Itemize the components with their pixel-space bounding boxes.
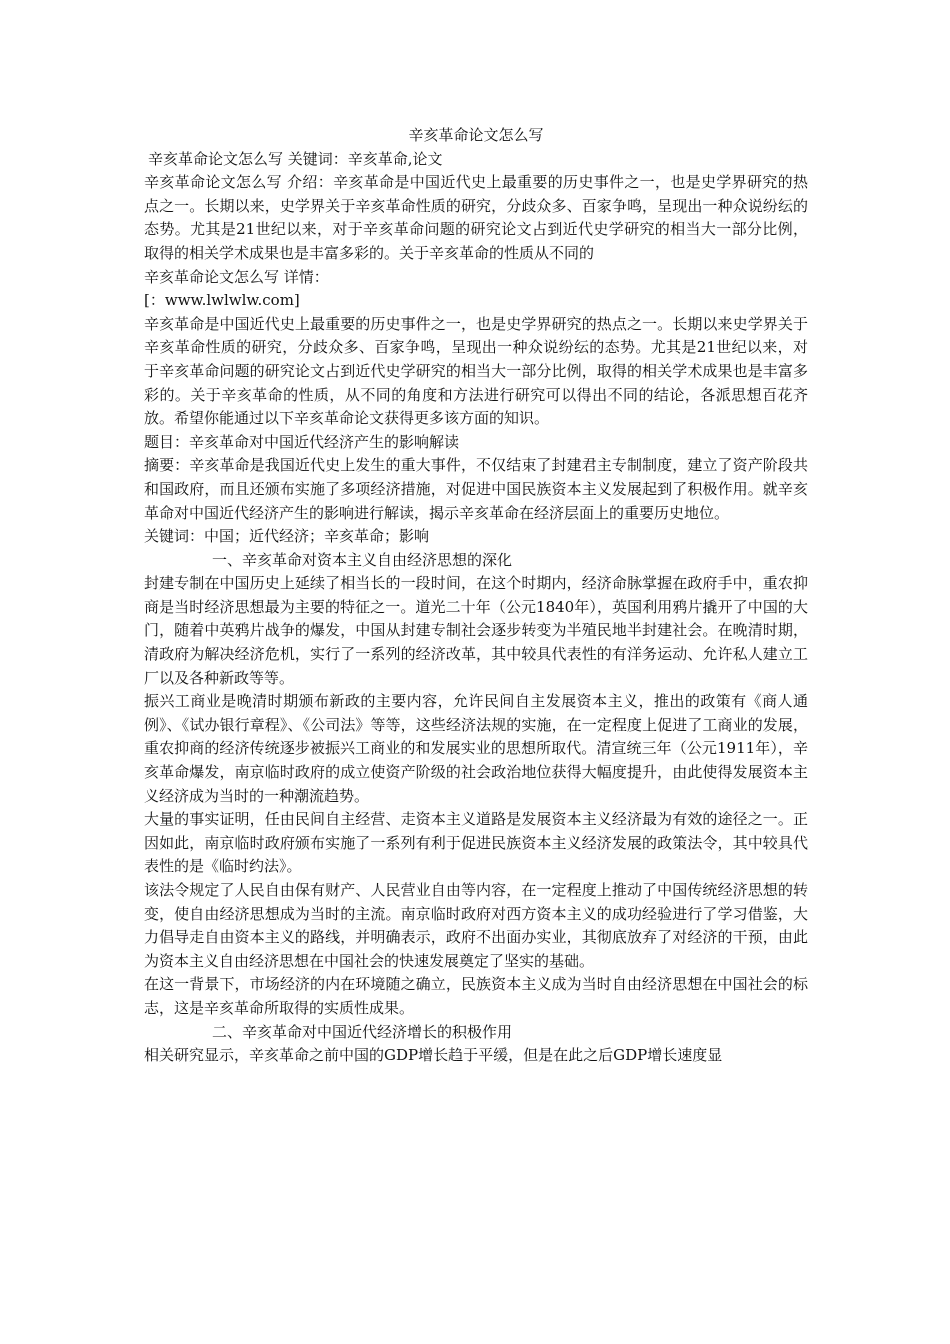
intro-paragraph: 辛亥革命论文怎么写 介绍：辛亥革命是中国近代史上最重要的历史事件之一，也是史学界研究的热点之一。长期以来，史学界关于辛亥革命性质的研究，分歧众多、百家争鸣，呈现出一种众说纷纭的态势。尤其是21世纪以来，对于辛亥革命问题的研究论文占到近代史学研究的相当大一部分比例，取得的相关学术成果也是丰富多彩的。关于辛亥革命的性质从不同的	[144, 173, 808, 262]
abstract-paragraph: 摘要：辛亥革命是我国近代史上发生的重大事件，不仅结束了封建君主专制制度，建立了资产阶段共和国政府，而且还颁布实施了多项经济措施，对促进中国民族资本主义发展起到了积极作用。就辛亥革命对中国近代经济产生的影响进行解读，揭示辛亥革命在经济层面上的重要历史地位。	[144, 456, 808, 522]
keywords-paragraph: 关键词：中国；近代经济；辛亥革命；影响	[144, 527, 430, 546]
body-paragraph: 相关研究显示，辛亥革命之前中国的GDP增长趋于平缓，但是在此之后GDP增长速度显	[144, 1046, 723, 1065]
lead-paragraph: 辛亥革命是中国近代史上最重要的历史事件之一，也是史学界研究的热点之一。长期以来史学界关于辛亥革命性质的研究，分歧众多、百家争鸣，呈现出一种众说纷纭的态势。尤其是21世纪以来，对于辛亥革命问题的研究论文占到近代史学研究的相当大一部分比例，取得的相关学术成果也是丰富多彩的。关于辛亥革命的性质，从不同的角度和方法进行研究可以得出不同的结论，各派思想百花齐放。希望你能通过以下辛亥革命论文获得更多该方面的知识。	[144, 314, 808, 428]
keywords-line: 辛亥革命论文怎么写 关键词：辛亥革命,论文	[148, 149, 443, 168]
body-paragraph: 在这一背景下，市场经济的内在环境随之确立，民族资本主义成为当时自由经济思想在中国社会的标志，这是辛亥革命所取得的实质性成果。	[144, 975, 808, 1017]
document-title: 辛亥革命论文怎么写	[408, 126, 544, 144]
details-label: 辛亥革命论文怎么写 详情：	[144, 267, 329, 286]
body-paragraph: 该法令规定了人民自由保有财产、人民营业自由等内容，在一定程度上推动了中国传统经济思想的转变，使自由经济思想成为当时的主流。南京临时政府对西方资本主义的成功经验进行了学习借鉴，大力倡导走自由资本主义的路线，并明确表示，政府不出面办实业，其彻底放弃了对经济的干预，由此为资本主义自由经济思想在中国社会的快速发展奠定了坚实的基础。	[144, 881, 808, 970]
section-heading-2: 二、辛亥革命对中国近代经济增长的积极作用	[212, 1022, 513, 1041]
source-line: [：www.lwlwlw.com]	[144, 291, 300, 310]
document-body	[144, 124, 808, 1068]
body-paragraph: 振兴工商业是晚清时期颁布新政的主要内容，允许民间自主发展资本主义，推出的政策有《商人通例》、《试办银行章程》、《公司法》等等，这些经济法规的实施，在一定程度上促进了工商业的发展，重农抑商的经济传统逐步被振兴工商业的和发展实业的思想所取代。清宣统三年（公元1911年），辛亥革命爆发，南京临时政府的成立使资产阶级的社会政治地位获得大幅度提升，由此使得发展资本主义经济成为当时的一种潮流趋势。	[144, 692, 808, 805]
body-paragraph: 大量的事实证明，任由民间自主经营、走资本主义道路是发展资本主义经济最为有效的途径之一。正因如此，南京临时政府颁布实施了一系列有利于促进民族资本主义经济发展的政策法令，其中较具代表性的是《临时约法》。	[144, 810, 808, 876]
section-heading-1: 一、辛亥革命对资本主义自由经济思想的深化	[212, 550, 513, 569]
body-paragraph: 封建专制在中国历史上延续了相当长的一段时间，在这个时期内，经济命脉掌握在政府手中，重农抑商是当时经济思想最为主要的特征之一。道光二十年（公元1840年），英国利用鸦片撬开了中国的大门，随着中英鸦片战争的爆发，中国从封建专制社会逐步转变为半殖民地半封建社会。在晚清时期，清政府为解决经济危机，实行了一系列的经济改革，其中较具代表性的有洋务运动、允许私人建立工厂以及各种新政等等。	[144, 574, 808, 687]
paper-title: 题目：辛亥革命对中国近代经济产生的影响解读	[144, 432, 460, 451]
